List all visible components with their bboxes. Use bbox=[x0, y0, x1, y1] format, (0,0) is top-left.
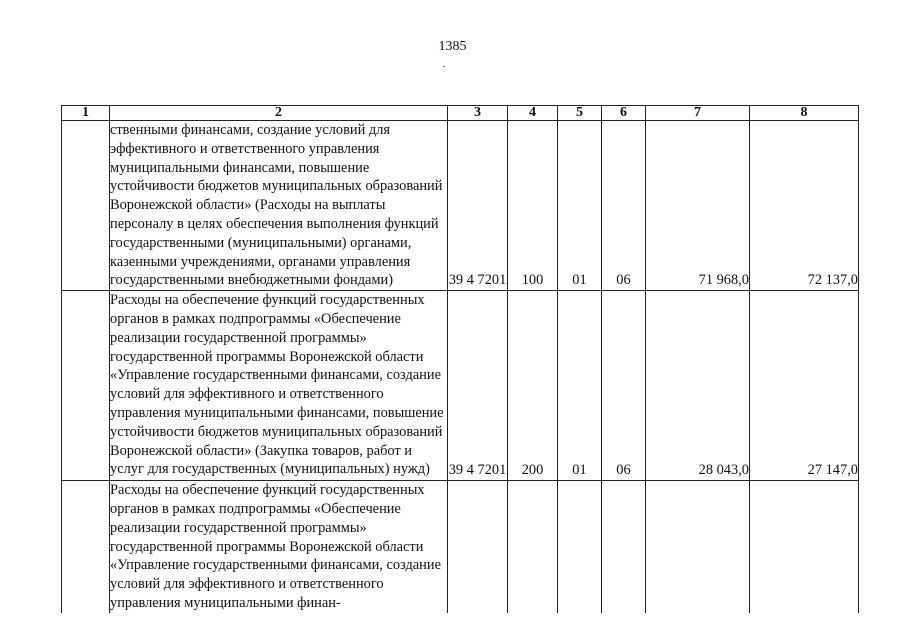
subsection-cell: 06 bbox=[602, 121, 646, 291]
description-cell: ственными финансами, создание условий для эффективного и ответственного управления муниципальными финансами, повышение устойчивости бюджетов муниципальных образований Воронежской области» (Расходы на выплаты персоналу в целях обеспечения выполнения функций государственными (муниципальными) органами, казенными учреждениями, органами управления государственными внебюджетными фондами) bbox=[110, 121, 448, 291]
budget-table bbox=[61, 105, 859, 613]
column-header: 1 bbox=[62, 106, 110, 121]
amount-cell: 27 147,0 bbox=[750, 291, 859, 481]
description-cell: Расходы на обеспечение функций государственных органов в рамках подпрограммы «Обеспечение реализации государственной программы» государственной программы Воронежской области «Управление государственными финансами, создание условий для эффективного и ответственного управления муниципальными финансами, повышение устойчивости бюджетов муниципальных образований Воронежской области» (Закупка товаров, работ и услуг для государственных (муниципальных) нужд) bbox=[110, 291, 448, 481]
amount-cell: 72 137,0 bbox=[750, 121, 859, 291]
table-row bbox=[62, 481, 859, 613]
subsection-cell: 06 bbox=[602, 291, 646, 481]
section-cell: 01 bbox=[558, 291, 602, 481]
section-cell bbox=[558, 481, 602, 613]
amount-cell: 28 043,0 bbox=[646, 291, 750, 481]
expense-type-cell: 100 bbox=[508, 121, 558, 291]
target-code-cell: 39 4 7201 bbox=[448, 121, 508, 291]
amount-cell: 71 968,0 bbox=[646, 121, 750, 291]
section-cell: 01 bbox=[558, 121, 602, 291]
target-code-cell bbox=[448, 481, 508, 613]
expense-type-cell: 200 bbox=[508, 291, 558, 481]
column-header: 4 bbox=[508, 106, 558, 121]
table-header-row bbox=[62, 106, 859, 121]
row-number-cell bbox=[62, 121, 110, 291]
table-row bbox=[62, 121, 859, 291]
column-header: 8 bbox=[750, 106, 859, 121]
table-row bbox=[62, 291, 859, 481]
page-number: 1385 bbox=[438, 39, 467, 54]
column-header: 6 bbox=[602, 106, 646, 121]
row-number-cell bbox=[62, 291, 110, 481]
column-header: 5 bbox=[558, 106, 602, 121]
description-cell: Расходы на обеспечение функций государственных органов в рамках подпрограммы «Обеспечение реализации государственной программы» государственной программы Воронежской области «Управление государственными финансами, создание условий для эффективного и ответственного управления муниципальными финан- bbox=[110, 481, 448, 613]
column-header: 2 bbox=[110, 106, 448, 121]
column-header: 3 bbox=[448, 106, 508, 121]
column-header: 7 bbox=[646, 106, 750, 121]
scan-artifact bbox=[443, 66, 445, 67]
expense-type-cell bbox=[508, 481, 558, 613]
amount-cell bbox=[750, 481, 859, 613]
amount-cell bbox=[646, 481, 750, 613]
row-number-cell bbox=[62, 481, 110, 613]
target-code-cell: 39 4 7201 bbox=[448, 291, 508, 481]
subsection-cell bbox=[602, 481, 646, 613]
